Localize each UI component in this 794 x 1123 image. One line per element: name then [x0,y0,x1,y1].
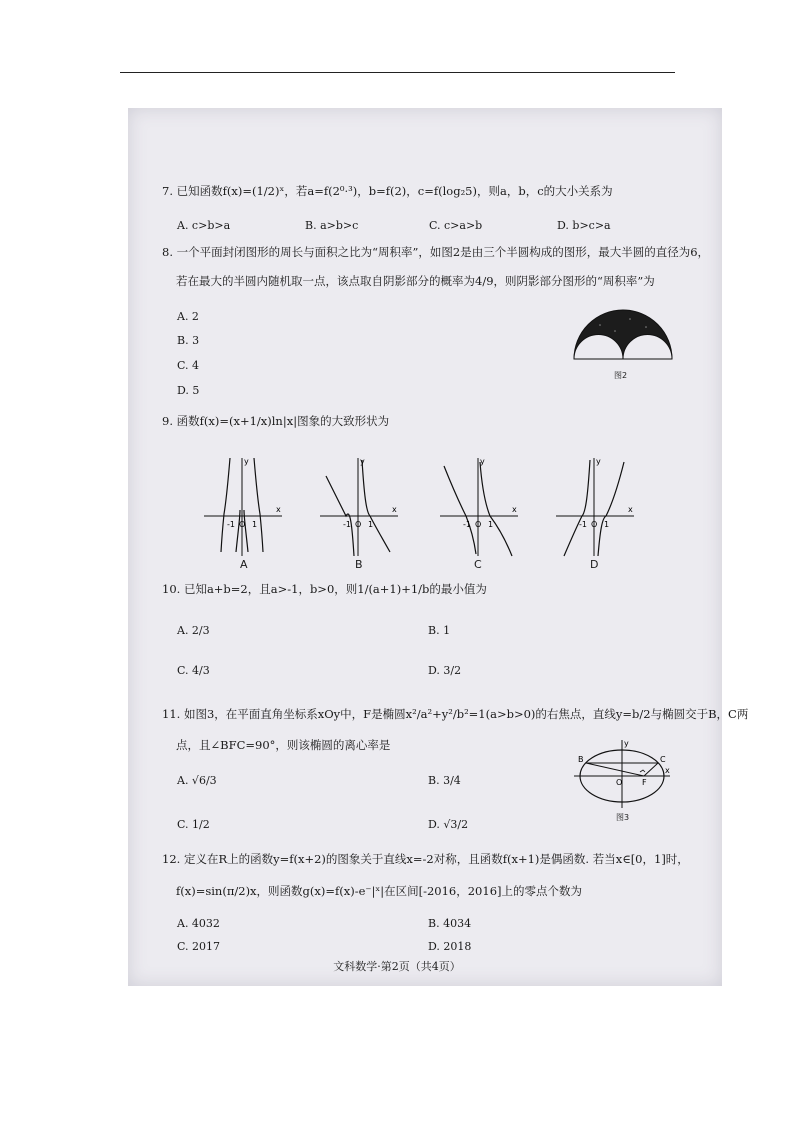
svg-text:1: 1 [252,520,258,529]
svg-text:O: O [355,520,362,529]
q11-stem-line1: 11. 如图3，在平面直角坐标系xOy中，F是椭圆x²/a²+y²/b²=1(a>b>0)的右焦点，直线y=b/2与椭圆交于B，C两 [162,707,749,721]
q9-graph-c [436,452,522,558]
page-footer: 文科数学·第2页（共4页） [333,960,461,973]
q9-graph-d-label: D [590,558,599,571]
q9-graph-a-label: A [240,558,248,571]
q9-graph-b [316,452,402,558]
figure-3-caption: 图3 [616,813,630,822]
q8-stem-line1: 8. 一个平面封闭图形的周长与面积之比为“周积率”，如图2是由三个半圆构成的图形，最大半圆的直径为6， [162,245,710,259]
q12-option-b: B. 4034 [428,917,472,930]
svg-text:x: x [628,505,633,514]
svg-text:B: B [578,755,584,764]
q9-graph-b-label: B [355,558,363,571]
svg-text:-1: -1 [463,520,471,529]
q8-stem-line2: 若在最大的半圆内随机取一点，该点取自阴影部分的概率为4/9，则阴影部分图形的“周积率”为 [176,274,655,288]
svg-text:O: O [239,520,246,529]
svg-text:O: O [475,520,482,529]
svg-text:F: F [642,778,647,787]
q7-option-d: D. b>c>a [557,219,611,232]
svg-text:C: C [660,755,666,764]
svg-text:x: x [512,505,517,514]
q8-option-b: B. 3 [177,334,200,347]
q11-option-b: B. 3/4 [428,774,461,787]
q7-option-c: C. c>a>b [429,219,483,232]
q11-option-a: A. √6/3 [177,774,217,787]
q10-option-a: A. 2/3 [177,624,210,637]
q12-option-d: D. 2018 [428,940,472,953]
svg-text:1: 1 [368,520,374,529]
q10-stem: 10. 已知a+b=2，且a>-1，b>0，则1/(a+1)+1/b的最小值为 [162,582,487,596]
q12-option-a: A. 4032 [177,917,220,930]
svg-text:-1: -1 [579,520,587,529]
figure-3-ellipse [572,738,674,810]
q8-option-c: C. 4 [177,359,200,372]
q11-stem-line2: 点，且∠BFC=90°，则该椭圆的离心率是 [176,738,391,752]
q11-option-d: D. √3/2 [428,818,469,831]
svg-text:O: O [591,520,598,529]
svg-text:x: x [665,766,670,775]
q9-stem: 9. 函数f(x)=(x+1/x)ln|x|图象的大致形状为 [162,414,390,428]
q10-option-d: D. 3/2 [428,664,462,677]
header-rule [120,72,675,73]
svg-text:y: y [596,457,601,466]
svg-text:y: y [360,457,365,466]
svg-text:1: 1 [604,520,610,529]
svg-text:y: y [244,457,249,466]
q7-option-a: A. c>b>a [177,219,231,232]
figure-2-caption: 图2 [614,371,628,380]
svg-text:-1: -1 [227,520,235,529]
q7-stem: 7. 已知函数f(x)=(1/2)ˣ，若a=f(2⁰·³)，b=f(2)，c=f(log₂5)，则a，b，c的大小关系为 [162,184,613,198]
q8-option-a: A. 2 [177,310,199,323]
svg-text:O: O [616,778,623,787]
svg-text:x: x [276,505,281,514]
q11-option-c: C. 1/2 [177,818,210,831]
q9-graph-d [552,452,638,558]
q12-option-c: C. 2017 [177,940,221,953]
svg-text:-1: -1 [343,520,351,529]
q12-stem-line1: 12. 定义在R上的函数y=f(x+2)的图象关于直线x=-2对称，且函数f(x+1)是偶函数. 若当x∈[0，1]时， [162,852,689,866]
svg-text:y: y [480,457,485,466]
q7-option-b: B. a>b>c [305,219,359,232]
q9-graph-c-label: C [474,558,482,571]
svg-text:1: 1 [488,520,494,529]
q10-option-c: C. 4/3 [177,664,210,677]
svg-text:y: y [624,739,629,748]
q10-option-b: B. 1 [428,624,451,637]
svg-text:x: x [392,505,397,514]
q8-option-d: D. 5 [177,384,200,397]
figure-2-semicircles [570,305,676,363]
q12-stem-line2: f(x)=sin(π/2)x，则函数g(x)=f(x)-e⁻|ˣ|在区间[-2016，2016]上的零点个数为 [176,884,582,898]
q9-graph-a [200,452,286,558]
